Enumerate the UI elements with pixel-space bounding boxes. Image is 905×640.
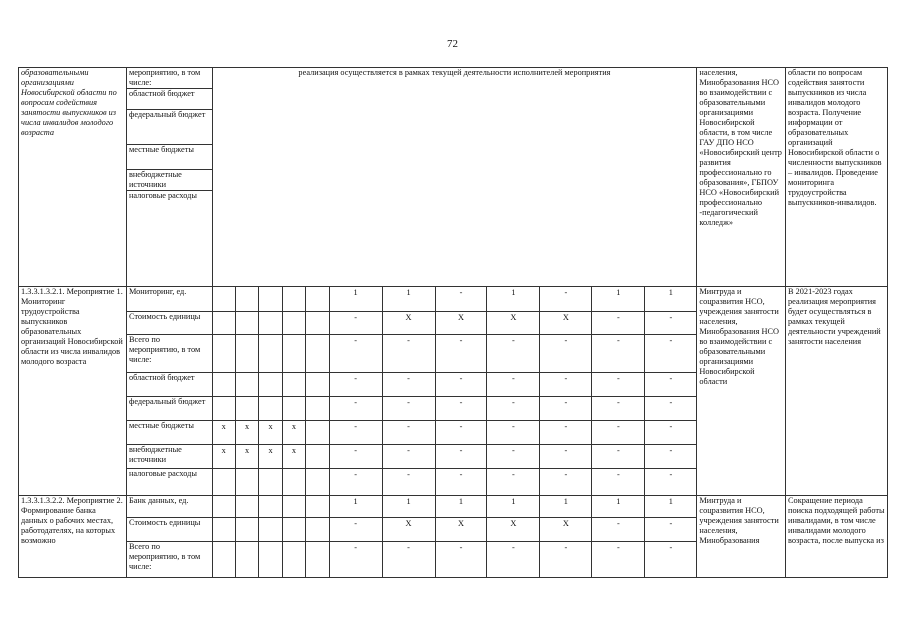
value-cell: - — [540, 287, 592, 312]
value-cell: 1 — [592, 287, 645, 312]
value-cell: - — [382, 542, 435, 578]
pre-cell — [282, 397, 305, 421]
pre-cell — [235, 469, 258, 496]
pre-cell: x — [235, 445, 258, 469]
implementation-note: реализация осуществляется в рамках текущей деятельности исполнителей мероприятия — [212, 68, 697, 287]
value-cell: - — [645, 373, 697, 397]
value-cell: 1 — [592, 496, 645, 518]
pre-cell — [259, 335, 282, 373]
table-row — [19, 287, 888, 312]
pre-cell: x — [259, 421, 282, 445]
value-cell: 1 — [329, 287, 382, 312]
row-label: областной бюджет — [126, 89, 212, 110]
pre-cell — [259, 312, 282, 335]
pre-cell — [282, 335, 305, 373]
executors-cell: Минтруда и соцразвития НСО, учреждения занятости населения, Минобразования НСО во взаимодействии с образовательными организациями Новосибирской области — [697, 287, 786, 496]
pre-cell — [235, 496, 258, 518]
value-cell: - — [329, 542, 382, 578]
value-cell: - — [540, 373, 592, 397]
pre-cell — [212, 312, 235, 335]
pre-cell — [235, 397, 258, 421]
pre-cell — [282, 542, 305, 578]
pre-cell — [306, 335, 329, 373]
value-cell: X — [540, 518, 592, 542]
value-cell: - — [382, 469, 435, 496]
value-cell: - — [487, 335, 540, 373]
value-cell: X — [382, 312, 435, 335]
value-cell: X — [382, 518, 435, 542]
row-label: федеральный бюджет — [126, 110, 212, 145]
pre-cell — [282, 373, 305, 397]
value-cell: - — [540, 335, 592, 373]
value-cell: - — [382, 445, 435, 469]
pre-cell: x — [212, 445, 235, 469]
value-cell: - — [645, 469, 697, 496]
row-label: мероприятию, в том числе: — [126, 68, 212, 89]
value-cell: - — [645, 397, 697, 421]
value-cell: - — [435, 373, 487, 397]
row-label: местные бюджеты — [126, 421, 212, 445]
value-cell: - — [592, 542, 645, 578]
value-cell: 1 — [382, 287, 435, 312]
value-cell: - — [435, 445, 487, 469]
pre-cell — [282, 312, 305, 335]
value-cell: - — [645, 518, 697, 542]
row-label: Мониторинг, ед. — [126, 287, 212, 312]
result-cell: В 2021-2023 годах реализация мероприятия будет осуществляться в рамках текущей деятельности учреждений занятости населения — [786, 287, 888, 496]
row-label: Стоимость единицы — [126, 312, 212, 335]
pre-cell — [306, 397, 329, 421]
measure-name: 1.3.3.1.3.2.1. Мероприятие 1. Мониторинг трудоустройства выпускников образовательных организаций Новосибирской области из числа инвалидов молодого возраста — [19, 287, 127, 496]
value-cell: 1 — [487, 287, 540, 312]
row-label: Всего по мероприятию, в том числе: — [126, 335, 212, 373]
value-cell: - — [540, 469, 592, 496]
pre-cell — [306, 421, 329, 445]
pre-cell — [235, 518, 258, 542]
value-cell: - — [329, 421, 382, 445]
value-cell: X — [540, 312, 592, 335]
measure-name: 1.3.3.1.3.2.2. Мероприятие 2. Формирование банка данных о рабочих местах, работодателях, на которых возможно — [19, 496, 127, 578]
row-label: Банк данных, ед. — [126, 496, 212, 518]
page-number: 72 — [447, 38, 458, 50]
value-cell: - — [329, 469, 382, 496]
pre-cell — [306, 518, 329, 542]
row-label: федеральный бюджет — [126, 397, 212, 421]
value-cell: - — [592, 397, 645, 421]
pre-cell: x — [282, 421, 305, 445]
value-cell: - — [487, 445, 540, 469]
value-cell: - — [382, 373, 435, 397]
pre-cell — [282, 469, 305, 496]
value-cell: - — [435, 287, 487, 312]
value-cell: - — [487, 469, 540, 496]
pre-cell: x — [259, 445, 282, 469]
value-cell: - — [645, 421, 697, 445]
table-row — [19, 68, 888, 89]
value-cell: - — [540, 445, 592, 469]
pre-cell — [259, 496, 282, 518]
value-cell: 1 — [329, 496, 382, 518]
executors-cell: населения, Минобразования НСО во взаимодействии с образовательными организациями Новосибирской области, в том числе ГАУ ДПО НСО «Новосибирский центр развития профессионально го образования», ГБПОУ НСО «Новосибирский профессионально -педагогический колледж» — [697, 68, 786, 287]
value-cell: - — [435, 469, 487, 496]
pre-cell — [212, 496, 235, 518]
row-label: внебюджетные источники — [126, 170, 212, 191]
value-cell: - — [645, 312, 697, 335]
value-cell: - — [592, 421, 645, 445]
value-cell: - — [382, 397, 435, 421]
pre-cell — [306, 469, 329, 496]
pre-cell — [282, 518, 305, 542]
value-cell: - — [645, 542, 697, 578]
row-label: областной бюджет — [126, 373, 212, 397]
pre-cell: x — [282, 445, 305, 469]
value-cell: - — [329, 445, 382, 469]
result-cell: области по вопросам содействия занятости выпускников из числа инвалидов молодого возраста. Получение информации от образовательных организаций Новосибирской области о численности выпускников – инвалидов. Проведение мониторинга трудоустройства выпускников-инвалидов. — [786, 68, 888, 287]
measure-name: образовательными организациями Новосибирской области по вопросам содействия занятости выпускников из числа инвалидов молодого возраста — [19, 68, 127, 287]
table-row — [19, 496, 888, 518]
value-cell: - — [592, 445, 645, 469]
value-cell: 1 — [645, 287, 697, 312]
value-cell: 1 — [435, 496, 487, 518]
value-cell: - — [592, 312, 645, 335]
pre-cell — [235, 542, 258, 578]
value-cell: - — [540, 542, 592, 578]
value-cell: - — [435, 335, 487, 373]
pre-cell: x — [212, 421, 235, 445]
pre-cell — [212, 518, 235, 542]
pre-cell — [212, 397, 235, 421]
value-cell: - — [592, 335, 645, 373]
value-cell: X — [487, 518, 540, 542]
value-cell: - — [329, 518, 382, 542]
value-cell: X — [435, 518, 487, 542]
pre-cell — [259, 287, 282, 312]
value-cell: - — [329, 335, 382, 373]
result-cell: Сокращение периода поиска подходящей работы инвалидами, в том числе инвалидами молодого возраста, после выпуска из — [786, 496, 888, 578]
pre-cell — [259, 373, 282, 397]
pre-cell — [212, 542, 235, 578]
row-label: Всего по мероприятию, в том числе: — [126, 542, 212, 578]
value-cell: - — [540, 421, 592, 445]
pre-cell — [259, 469, 282, 496]
executors-cell: Минтруда и соцразвития НСО, учреждения занятости населения, Минобразования — [697, 496, 786, 578]
pre-cell — [212, 469, 235, 496]
pre-cell — [282, 496, 305, 518]
pre-cell — [306, 445, 329, 469]
value-cell: - — [592, 518, 645, 542]
value-cell: - — [487, 373, 540, 397]
pre-cell — [306, 312, 329, 335]
value-cell: - — [435, 397, 487, 421]
value-cell: 1 — [645, 496, 697, 518]
value-cell: X — [487, 312, 540, 335]
pre-cell — [259, 397, 282, 421]
program-table — [18, 67, 888, 578]
value-cell: - — [540, 397, 592, 421]
row-label: Стоимость единицы — [126, 518, 212, 542]
value-cell: - — [592, 469, 645, 496]
value-cell: - — [435, 542, 487, 578]
value-cell: - — [329, 373, 382, 397]
row-label: внебюджетные источники — [126, 445, 212, 469]
pre-cell — [212, 335, 235, 373]
pre-cell — [282, 287, 305, 312]
value-cell: 1 — [382, 496, 435, 518]
value-cell: - — [487, 542, 540, 578]
pre-cell — [235, 312, 258, 335]
row-label: налоговые расходы — [126, 469, 212, 496]
value-cell: - — [382, 421, 435, 445]
pre-cell — [259, 542, 282, 578]
pre-cell: x — [235, 421, 258, 445]
table-body — [19, 68, 888, 578]
pre-cell — [235, 335, 258, 373]
pre-cell — [259, 518, 282, 542]
pre-cell — [212, 287, 235, 312]
pre-cell — [235, 373, 258, 397]
value-cell: X — [435, 312, 487, 335]
value-cell: - — [487, 397, 540, 421]
value-cell: - — [435, 421, 487, 445]
value-cell: - — [645, 445, 697, 469]
row-label: налоговые расходы — [126, 191, 212, 287]
value-cell: - — [329, 397, 382, 421]
pre-cell — [235, 287, 258, 312]
pre-cell — [306, 542, 329, 578]
pre-cell — [306, 373, 329, 397]
value-cell: - — [382, 335, 435, 373]
value-cell: - — [329, 312, 382, 335]
value-cell: - — [645, 335, 697, 373]
pre-cell — [306, 287, 329, 312]
row-label: местные бюджеты — [126, 145, 212, 170]
pre-cell — [212, 373, 235, 397]
value-cell: 1 — [540, 496, 592, 518]
value-cell: - — [592, 373, 645, 397]
value-cell: 1 — [487, 496, 540, 518]
value-cell: - — [487, 421, 540, 445]
pre-cell — [306, 496, 329, 518]
